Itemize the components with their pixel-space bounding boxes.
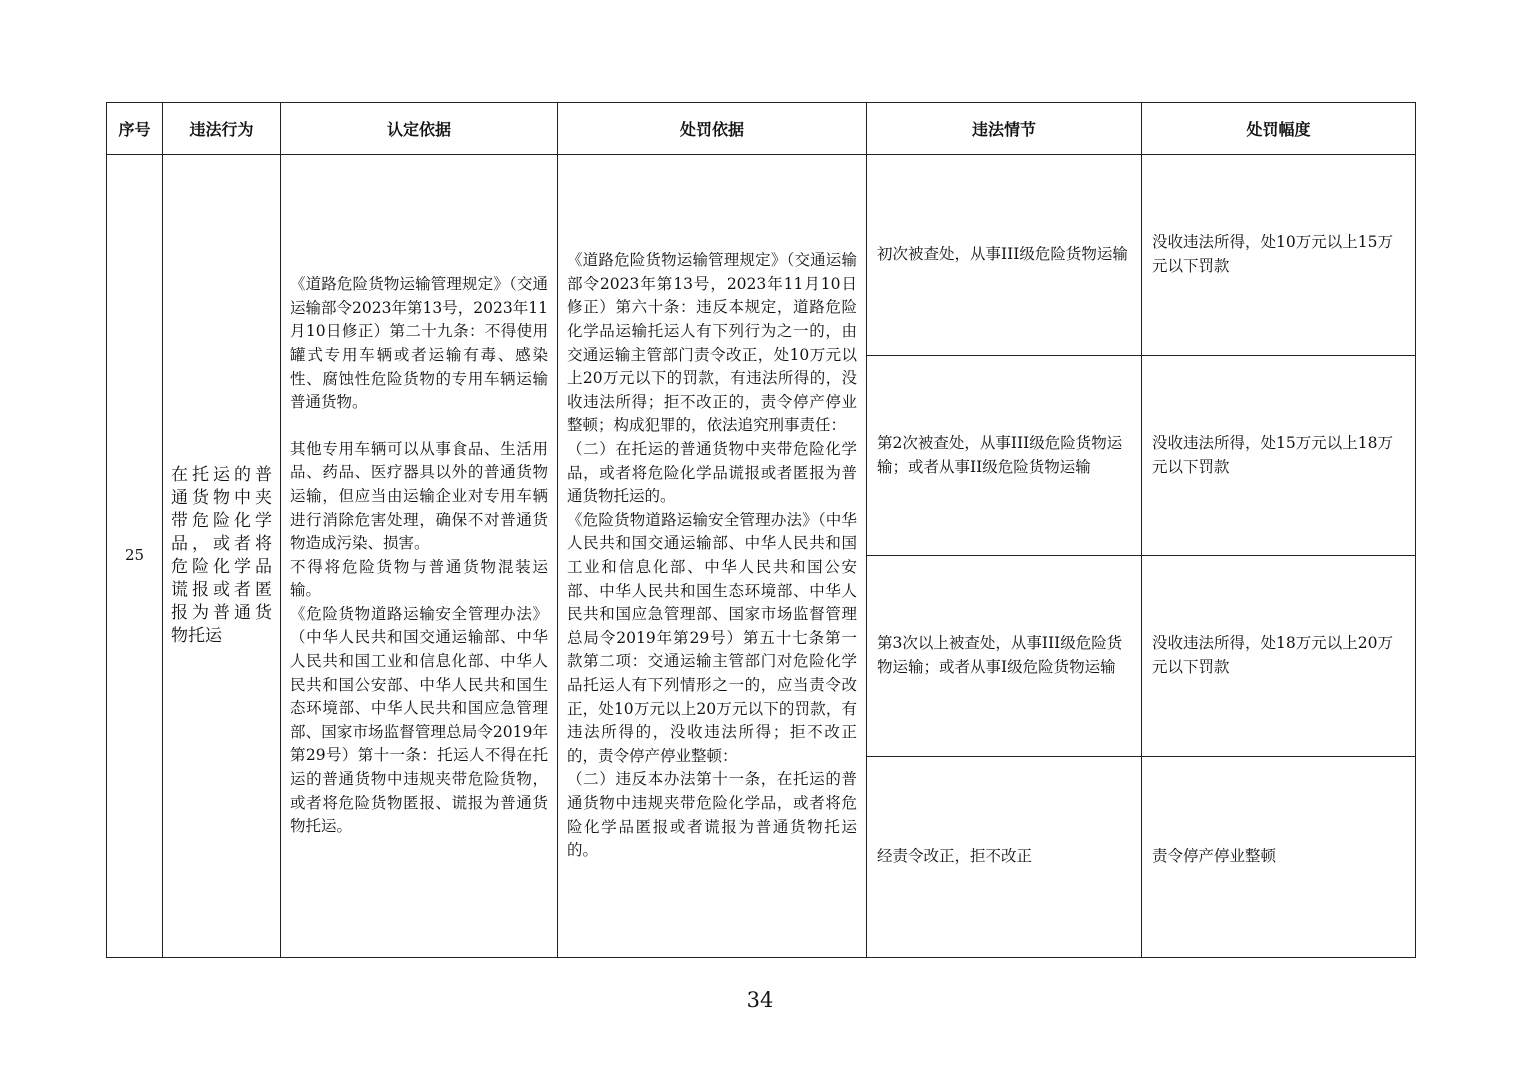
circumstance-cell: 经责令改正，拒不改正	[867, 757, 1142, 958]
row-seq: 25	[107, 155, 163, 958]
circumstance-cell: 第3次以上被查处，从事III级危险货物运输；或者从事I级危险货物运输	[867, 556, 1142, 757]
row-behavior: 在托运的普通货物中夹带危险化学品，或者将危险化学品谎报或者匿报为普通货物托运	[163, 155, 281, 958]
penalty-range-cell: 没收违法所得，处10万元以上15万元以下罚款	[1142, 155, 1416, 356]
row-penalty-basis	[558, 155, 867, 958]
header-circumstance: 违法情节	[867, 103, 1142, 155]
penalty-paragraph: （二）在托运的普通货物中夹带危险化学品，或者将危险化学品谎报或者匿报为普通货物托运的。	[567, 440, 857, 506]
page-number: 34	[746, 988, 774, 1012]
row-basis	[281, 155, 558, 958]
basis-paragraph: 其他专用车辆可以从事食品、生活用品、药品、医疗器具以外的普通货物运输，但应当由运输企业对专用车辆进行消除危害处理，确保不对普通货物造成污染、损害。	[290, 439, 548, 553]
table-row	[107, 155, 1416, 356]
basis-paragraph: 《道路危险货物运输管理规定》（交通运输部令2023年第13号，2023年11月10日修正）第二十九条：不得使用罐式专用车辆或者运输有毒、感染性、腐蚀性危险货物的专用车辆运输普通货物。	[290, 275, 548, 412]
header-penalty-range: 处罚幅度	[1142, 103, 1416, 155]
table-header-row	[107, 103, 1416, 155]
basis-paragraph: 不得将危险货物与普通货物混装运输。	[290, 557, 548, 600]
circumstance-cell: 初次被查处，从事III级危险货物运输	[867, 155, 1142, 356]
penalty-paragraph: 《危险货物道路运输安全管理办法》（中华人民共和国交通运输部、中华人民共和国工业和信息化部、中华人民共和国公安部、中华人民共和国生态环境部、中华人民共和国应急管理部、国家市场监督管理总局令2019年第29号）第五十七条第一款第二项：交通运输主管部门对危险化学品托运人有下列情形之一的，应当责令改正，处10万元以上20万元以下的罚款，有违法所得的，没收违法所得；拒不改正的，责令停产停业整顿：	[567, 510, 857, 765]
penalty-paragraph: （二）违反本办法第十一条，在托运的普通货物中违规夹带危险化学品，或者将危险化学品匿报或者谎报为普通货物托运的。	[567, 770, 857, 860]
penalty-paragraph: 《道路危险货物运输管理规定》（交通运输部令2023年第13号，2023年11月10日修正）第六十条：违反本规定，道路危险化学品运输托运人有下列行为之一的，由交通运输主管部门责令改正，处10万元以上20万元以下的罚款，有违法所得的，没收违法所得；拒不改正的，责令停产停业整顿；构成犯罪的，依法追究刑事责任：	[567, 251, 857, 435]
penalty-range-cell: 责令停产停业整顿	[1142, 757, 1416, 958]
circumstance-cell: 第2次被查处，从事III级危险货物运输；或者从事II级危险货物运输	[867, 356, 1142, 556]
penalty-range-cell: 没收违法所得，处18万元以上20万元以下罚款	[1142, 556, 1416, 757]
header-behavior: 违法行为	[163, 103, 281, 155]
penalty-table	[106, 102, 1416, 958]
header-seq: 序号	[107, 103, 163, 155]
penalty-range-cell: 没收违法所得，处15万元以上18万元以下罚款	[1142, 356, 1416, 556]
header-penalty-basis: 处罚依据	[558, 103, 867, 155]
header-basis: 认定依据	[281, 103, 558, 155]
basis-paragraph: 《危险货物道路运输安全管理办法》（中华人民共和国交通运输部、中华人民共和国工业和信息化部、中华人民共和国公安部、中华人民共和国生态环境部、中华人民共和国应急管理部、国家市场监督管理总局令2019年第29号）第十一条：托运人不得在托运的普通货物中违规夹带危险货物，或者将危险货物匿报、谎报为普通货物托运。	[290, 604, 548, 836]
